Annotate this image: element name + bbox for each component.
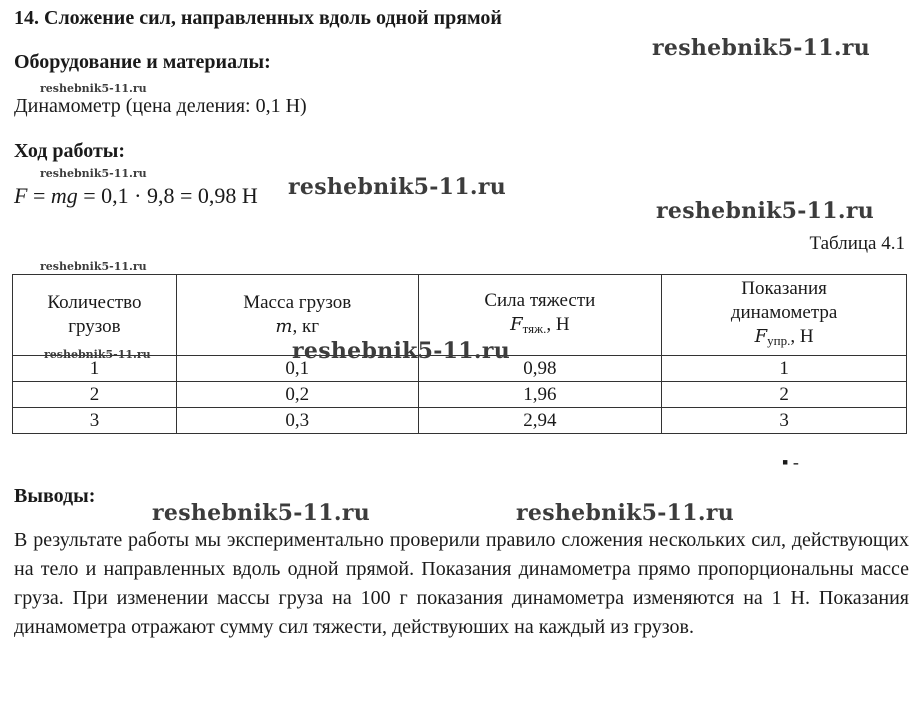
watermark: reshebnik5-11.ru bbox=[40, 82, 147, 95]
page-title: 14. Сложение сил, направленных вдоль одной прямой bbox=[14, 7, 502, 29]
equipment-text: Динамометр (цена деления: 0,1 Н) bbox=[14, 95, 307, 117]
formula-g: g bbox=[66, 183, 78, 208]
cell-dyn: 1 bbox=[662, 356, 907, 382]
header-force-label: Сила тяжести bbox=[484, 290, 596, 311]
watermark: reshebnik5-11.ru bbox=[652, 35, 871, 61]
dyn-symbol: F bbox=[754, 326, 768, 347]
procedure-heading: Ход работы: bbox=[14, 140, 126, 162]
cell-count: 3 bbox=[13, 408, 177, 434]
dyn-unit: , Н bbox=[790, 326, 814, 347]
cell-force: 1,96 bbox=[418, 382, 662, 408]
header-count-label: Количество грузов bbox=[47, 292, 142, 337]
cell-dyn: 3 bbox=[662, 408, 907, 434]
dyn-subscript: упр. bbox=[767, 333, 791, 348]
force-symbol: F bbox=[510, 314, 523, 335]
header-mass-label: Масса грузов bbox=[243, 292, 352, 313]
header-mass-units bbox=[177, 315, 418, 339]
cell-dyn: 2 bbox=[662, 382, 907, 408]
force-unit: , Н bbox=[546, 314, 570, 335]
watermark: reshebnik5-11.ru bbox=[516, 500, 735, 526]
watermark: reshebnik5-11.ru bbox=[40, 167, 147, 180]
header-count bbox=[13, 275, 177, 356]
watermark: reshebnik5-11.ru bbox=[288, 174, 507, 200]
formula-f: F bbox=[14, 183, 28, 208]
cell-force: 2,94 bbox=[418, 408, 662, 434]
force-subscript: тяж. bbox=[522, 321, 547, 336]
equipment-heading: Оборудование и материалы: bbox=[14, 51, 271, 73]
watermark: reshebnik5-11.ru bbox=[656, 198, 875, 224]
formula-m: m bbox=[50, 183, 67, 208]
cell-mass: 0,1 bbox=[176, 356, 418, 382]
watermark: reshebnik5-11.ru bbox=[40, 260, 147, 273]
cell-force: 0,98 bbox=[418, 356, 662, 382]
cell-mass: 0,2 bbox=[176, 382, 418, 408]
table-row bbox=[13, 408, 907, 434]
table-caption: Таблица 4.1 bbox=[809, 233, 905, 254]
mass-symbol: m bbox=[275, 316, 293, 337]
conclusions-text: В результате работы мы экспериментально проверили правило сложения нескольких сил, действующих на тело и направленных вдоль одной прямой. Показания динамометра прямо пропорциональны массе груза. При изменении массы груза на 100 г показания динамометра изменяются на 1 Н. Показания динамометра отражают сумму сил тяжести, действуюших на каждый из грузов. bbox=[14, 529, 909, 638]
watermark: reshebnik5-11.ru bbox=[152, 500, 371, 526]
cell-mass: 0,3 bbox=[176, 408, 418, 434]
header-force-units bbox=[419, 313, 662, 341]
watermark: reshebnik5-11.ru bbox=[44, 348, 151, 361]
header-dynamometer bbox=[662, 275, 907, 356]
watermark: reshebnik5-11.ru bbox=[292, 338, 511, 364]
table-row bbox=[13, 382, 907, 408]
formula-rest: = 0,1 · 9,8 = 0,98 Н bbox=[77, 183, 258, 208]
formula-equals: = bbox=[27, 183, 51, 208]
mass-unit: , кг bbox=[292, 316, 320, 337]
conclusions-heading: Выводы: bbox=[14, 485, 96, 507]
cell-count: 1 bbox=[13, 356, 177, 382]
stray-marks: ▪ - bbox=[782, 452, 799, 472]
header-dyn-label: Показания динамометра bbox=[730, 278, 838, 323]
formula bbox=[14, 183, 258, 209]
cell-count: 2 bbox=[13, 382, 177, 408]
header-dyn-units bbox=[662, 325, 906, 353]
